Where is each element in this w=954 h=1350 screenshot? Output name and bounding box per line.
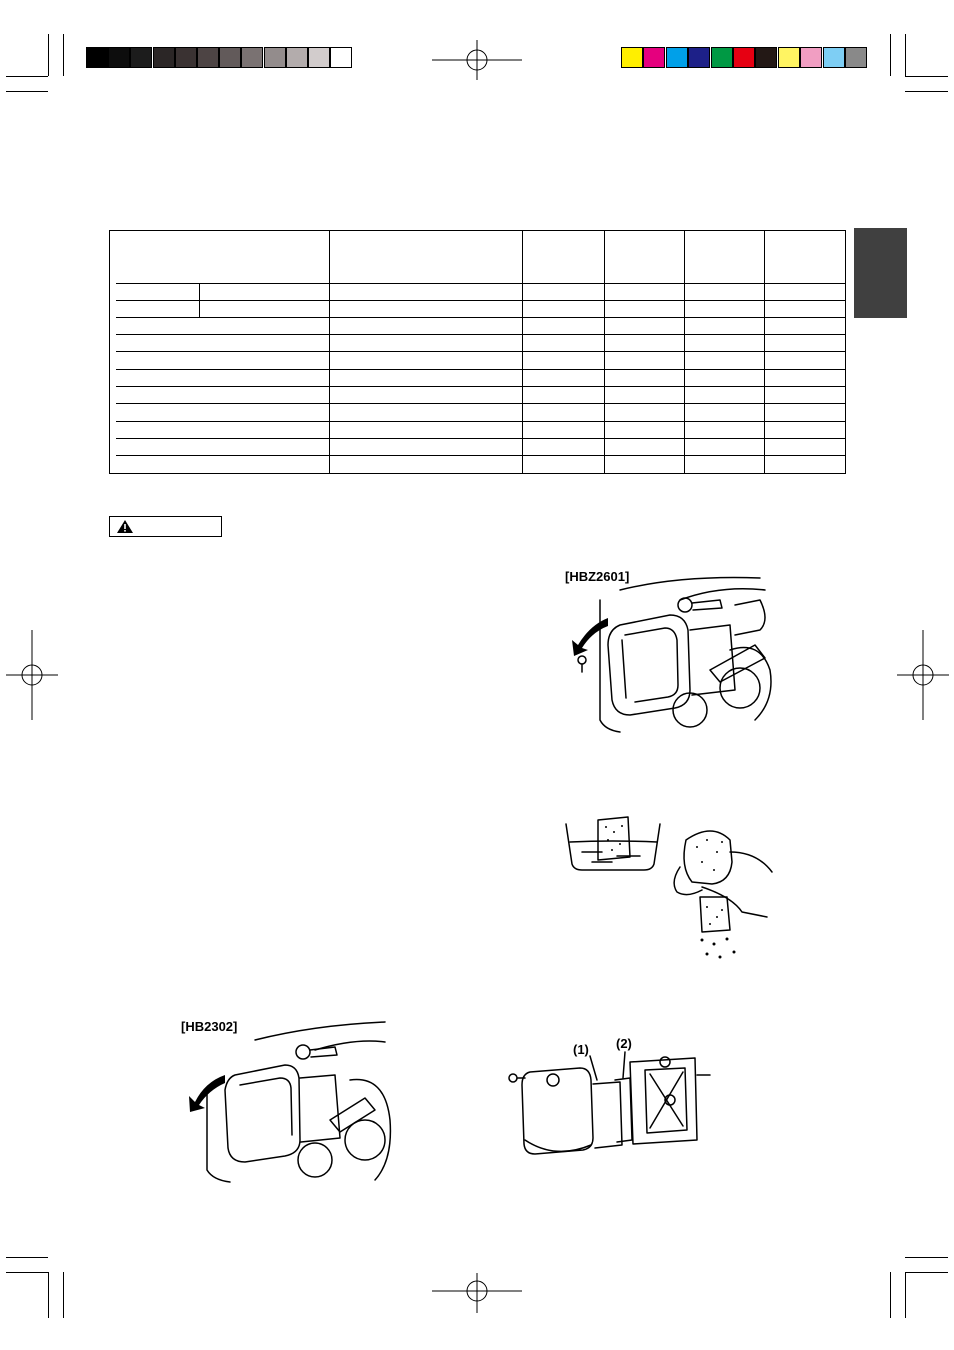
air-cleaner-exploded-view-illustration	[505, 1040, 720, 1165]
color-swatch	[643, 47, 665, 68]
crop-mark-br-h2	[905, 1272, 948, 1273]
gray-swatch	[219, 47, 241, 68]
warning-label	[109, 516, 222, 537]
crop-mark-tr-v2	[905, 34, 906, 76]
table-row	[116, 283, 845, 284]
figure-label-hb2302: [HB2302]	[181, 1019, 238, 1034]
gray-swatch	[175, 47, 197, 68]
crop-mark-bl-h2	[6, 1272, 48, 1273]
color-swatch	[755, 47, 777, 68]
color-swatch	[823, 47, 845, 68]
table-col-divider	[764, 231, 765, 473]
section-tab	[854, 228, 907, 318]
crop-mark-tl-v2	[63, 34, 64, 76]
air-cleaner-cover-removal-illustration-2	[185, 1020, 395, 1185]
gray-swatch	[153, 47, 175, 68]
gray-swatch	[286, 47, 308, 68]
warning-triangle-icon	[117, 520, 133, 533]
crop-mark-tl-h2	[6, 91, 48, 92]
registration-target-right	[897, 630, 949, 720]
registration-target-left	[6, 630, 58, 720]
crop-mark-tr-h2	[905, 91, 948, 92]
callout-2: (2)	[616, 1036, 632, 1051]
color-swatch	[845, 47, 867, 68]
callout-1: (1)	[573, 1042, 589, 1057]
gray-swatch	[197, 47, 219, 68]
gray-swatch	[308, 47, 330, 68]
table-row	[116, 317, 845, 318]
table-col-divider	[522, 231, 523, 473]
crop-mark-tl-v	[48, 34, 49, 76]
color-swatch	[800, 47, 822, 68]
registration-target-top	[432, 40, 522, 80]
element-washing-illustration	[562, 812, 777, 967]
color-swatch	[688, 47, 710, 68]
table-row	[116, 403, 845, 404]
gray-swatch	[264, 47, 286, 68]
air-cleaner-cover-removal-illustration	[560, 570, 775, 735]
table-col-divider	[684, 231, 685, 473]
gray-swatch	[108, 47, 130, 68]
table-row	[116, 455, 845, 456]
figure-label-hbz2601: [HBZ2601]	[565, 569, 630, 584]
crop-mark-tr-h	[905, 76, 948, 77]
color-swatch	[666, 47, 688, 68]
maintenance-schedule-table	[109, 230, 846, 474]
color-swatch	[733, 47, 755, 68]
crop-mark-tl-h	[6, 76, 48, 77]
gray-swatch	[86, 47, 108, 68]
crop-mark-br-v2	[905, 1272, 906, 1318]
table-row	[116, 300, 845, 301]
color-swatch	[621, 47, 643, 68]
crop-mark-tr-v	[890, 34, 891, 76]
gray-swatch	[130, 47, 152, 68]
table-col-divider	[329, 231, 330, 473]
table-col-divider	[604, 231, 605, 473]
registration-target-bottom	[432, 1273, 522, 1313]
table-row	[116, 369, 845, 370]
crop-mark-bl-h	[6, 1257, 48, 1258]
color-swatch	[711, 47, 733, 68]
color-swatch	[778, 47, 800, 68]
gray-swatch	[241, 47, 263, 68]
gray-swatch	[330, 47, 352, 68]
crop-mark-bl-v	[48, 1272, 49, 1318]
table-row	[116, 386, 845, 387]
crop-mark-bl-v2	[63, 1272, 64, 1318]
table-row	[116, 421, 845, 422]
crop-mark-br-h	[905, 1257, 948, 1258]
table-row	[116, 438, 845, 439]
table-row	[116, 351, 845, 352]
table-row	[116, 334, 845, 335]
crop-mark-br-v	[890, 1272, 891, 1318]
